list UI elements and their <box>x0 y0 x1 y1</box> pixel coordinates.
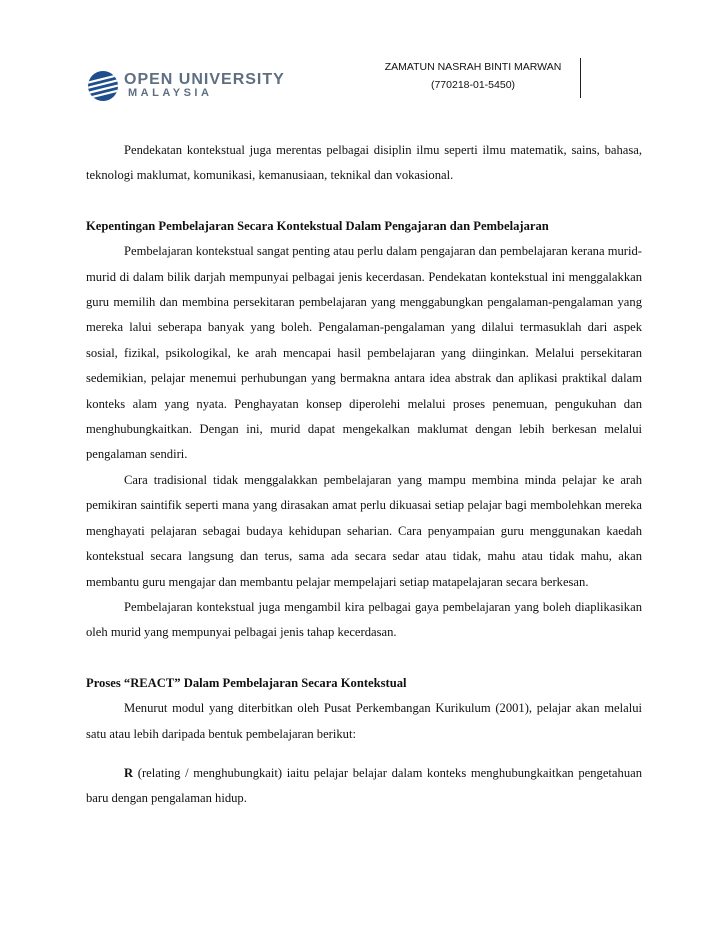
author-header <box>366 58 580 94</box>
author-name: ZAMATUN NASRAH BINTI MARWAN <box>384 61 562 73</box>
open-university-malaysia-logo <box>86 68 312 104</box>
section-heading-react: Proses “REACT” Dalam Pembelajaran Secara Kontekstual <box>86 675 407 690</box>
document-body <box>86 138 642 812</box>
paragraph-kepentingan-2: Cara tradisional tidak menggalakkan pembelajaran yang mampu membina minda pelajar ke arah pemikiran saintifik seperti mana yang dirasakan amat perlu dikuasai setiap pelajar bagi membolehkan mereka menghayati pelajaran sebagai budaya kehidupan seharian. Cara penyampaian guru menggunakan kaedah kontekstual secara langsung dan terus, sama ada secara sedar atau tidak, mahu atau tidak mahu, akan membantu guru mengajar dan membantu pelajar mempelajari setiap matapelajaran secara berkesan. <box>86 472 642 589</box>
react-item-relating <box>86 761 642 812</box>
logo-line1: OPEN UNIVERSITY <box>124 71 285 88</box>
oum-globe-icon <box>86 69 120 103</box>
paragraph-kepentingan-1: Pembelajaran kontekstual sangat penting atau perlu dalam pengajaran dan pembelajaran kerana murid-murid di dalam bilik darjah mempunyai pelbagai jenis kecerdasan. Pendekatan kontekstual ini menggalakkan guru memilih dan membina persekitaran pembelajaran yang menggabungkan pengalaman-pengalaman yang mereka lalui seberapa banyak yang boleh. Pengalaman-pengalaman yang dilalui termasuklah dari aspek sosial, fizikal, psikologikal, ke arah mencapai hasil pembelajaran yang diinginkan. Melalui persekitaran sedemikian, pelajar menemui perhubungan yang bermakna antara idea abstrak dan aplikasi praktikal dalam konteks alam yang nyata. Penghayatan konsep diperolehi melalui proses penemuan, pengukuhan dan menghubungkaitkan. Dengan ini, murid dapat mengekalkan maklumat dengan lebih berkesan melalui pengalaman sendiri. <box>86 244 642 462</box>
react-letter-r: R <box>124 765 134 780</box>
paragraph-kepentingan-3: Pembelajaran kontekstual juga mengambil kira pelbagai gaya pembelajaran yang boleh diaplikasikan oleh murid yang mempunyai pelbagai jenis tahap kecerdasan. <box>86 599 642 640</box>
header-divider <box>580 58 581 98</box>
author-id: (770218-01-5450) <box>430 79 516 91</box>
react-item-relating-text: (relating / menghubungkait) iaitu pelajar belajar dalam konteks menghubungkaitkan pengetahuan baru dengan pengalaman hidup. <box>86 765 642 806</box>
paragraph-react-intro: Menurut modul yang diterbitkan oleh Pusat Perkembangan Kurikulum (2001), pelajar akan melalui satu atau lebih daripada bentuk pembelajaran berikut: <box>86 701 642 741</box>
logo-line2: MALAYSIA <box>128 87 213 99</box>
intro-paragraph: Pendekatan kontekstual juga merentas pelbagai disiplin ilmu seperti ilmu matematik, sains, bahasa, teknologi maklumat, komunikasi, kemanusiaan, teknikal dan vokasional. <box>86 143 642 183</box>
section-heading-kepentingan: Kepentingan Pembelajaran Secara Kontekstual Dalam Pengajaran dan Pembelajaran <box>86 218 549 233</box>
